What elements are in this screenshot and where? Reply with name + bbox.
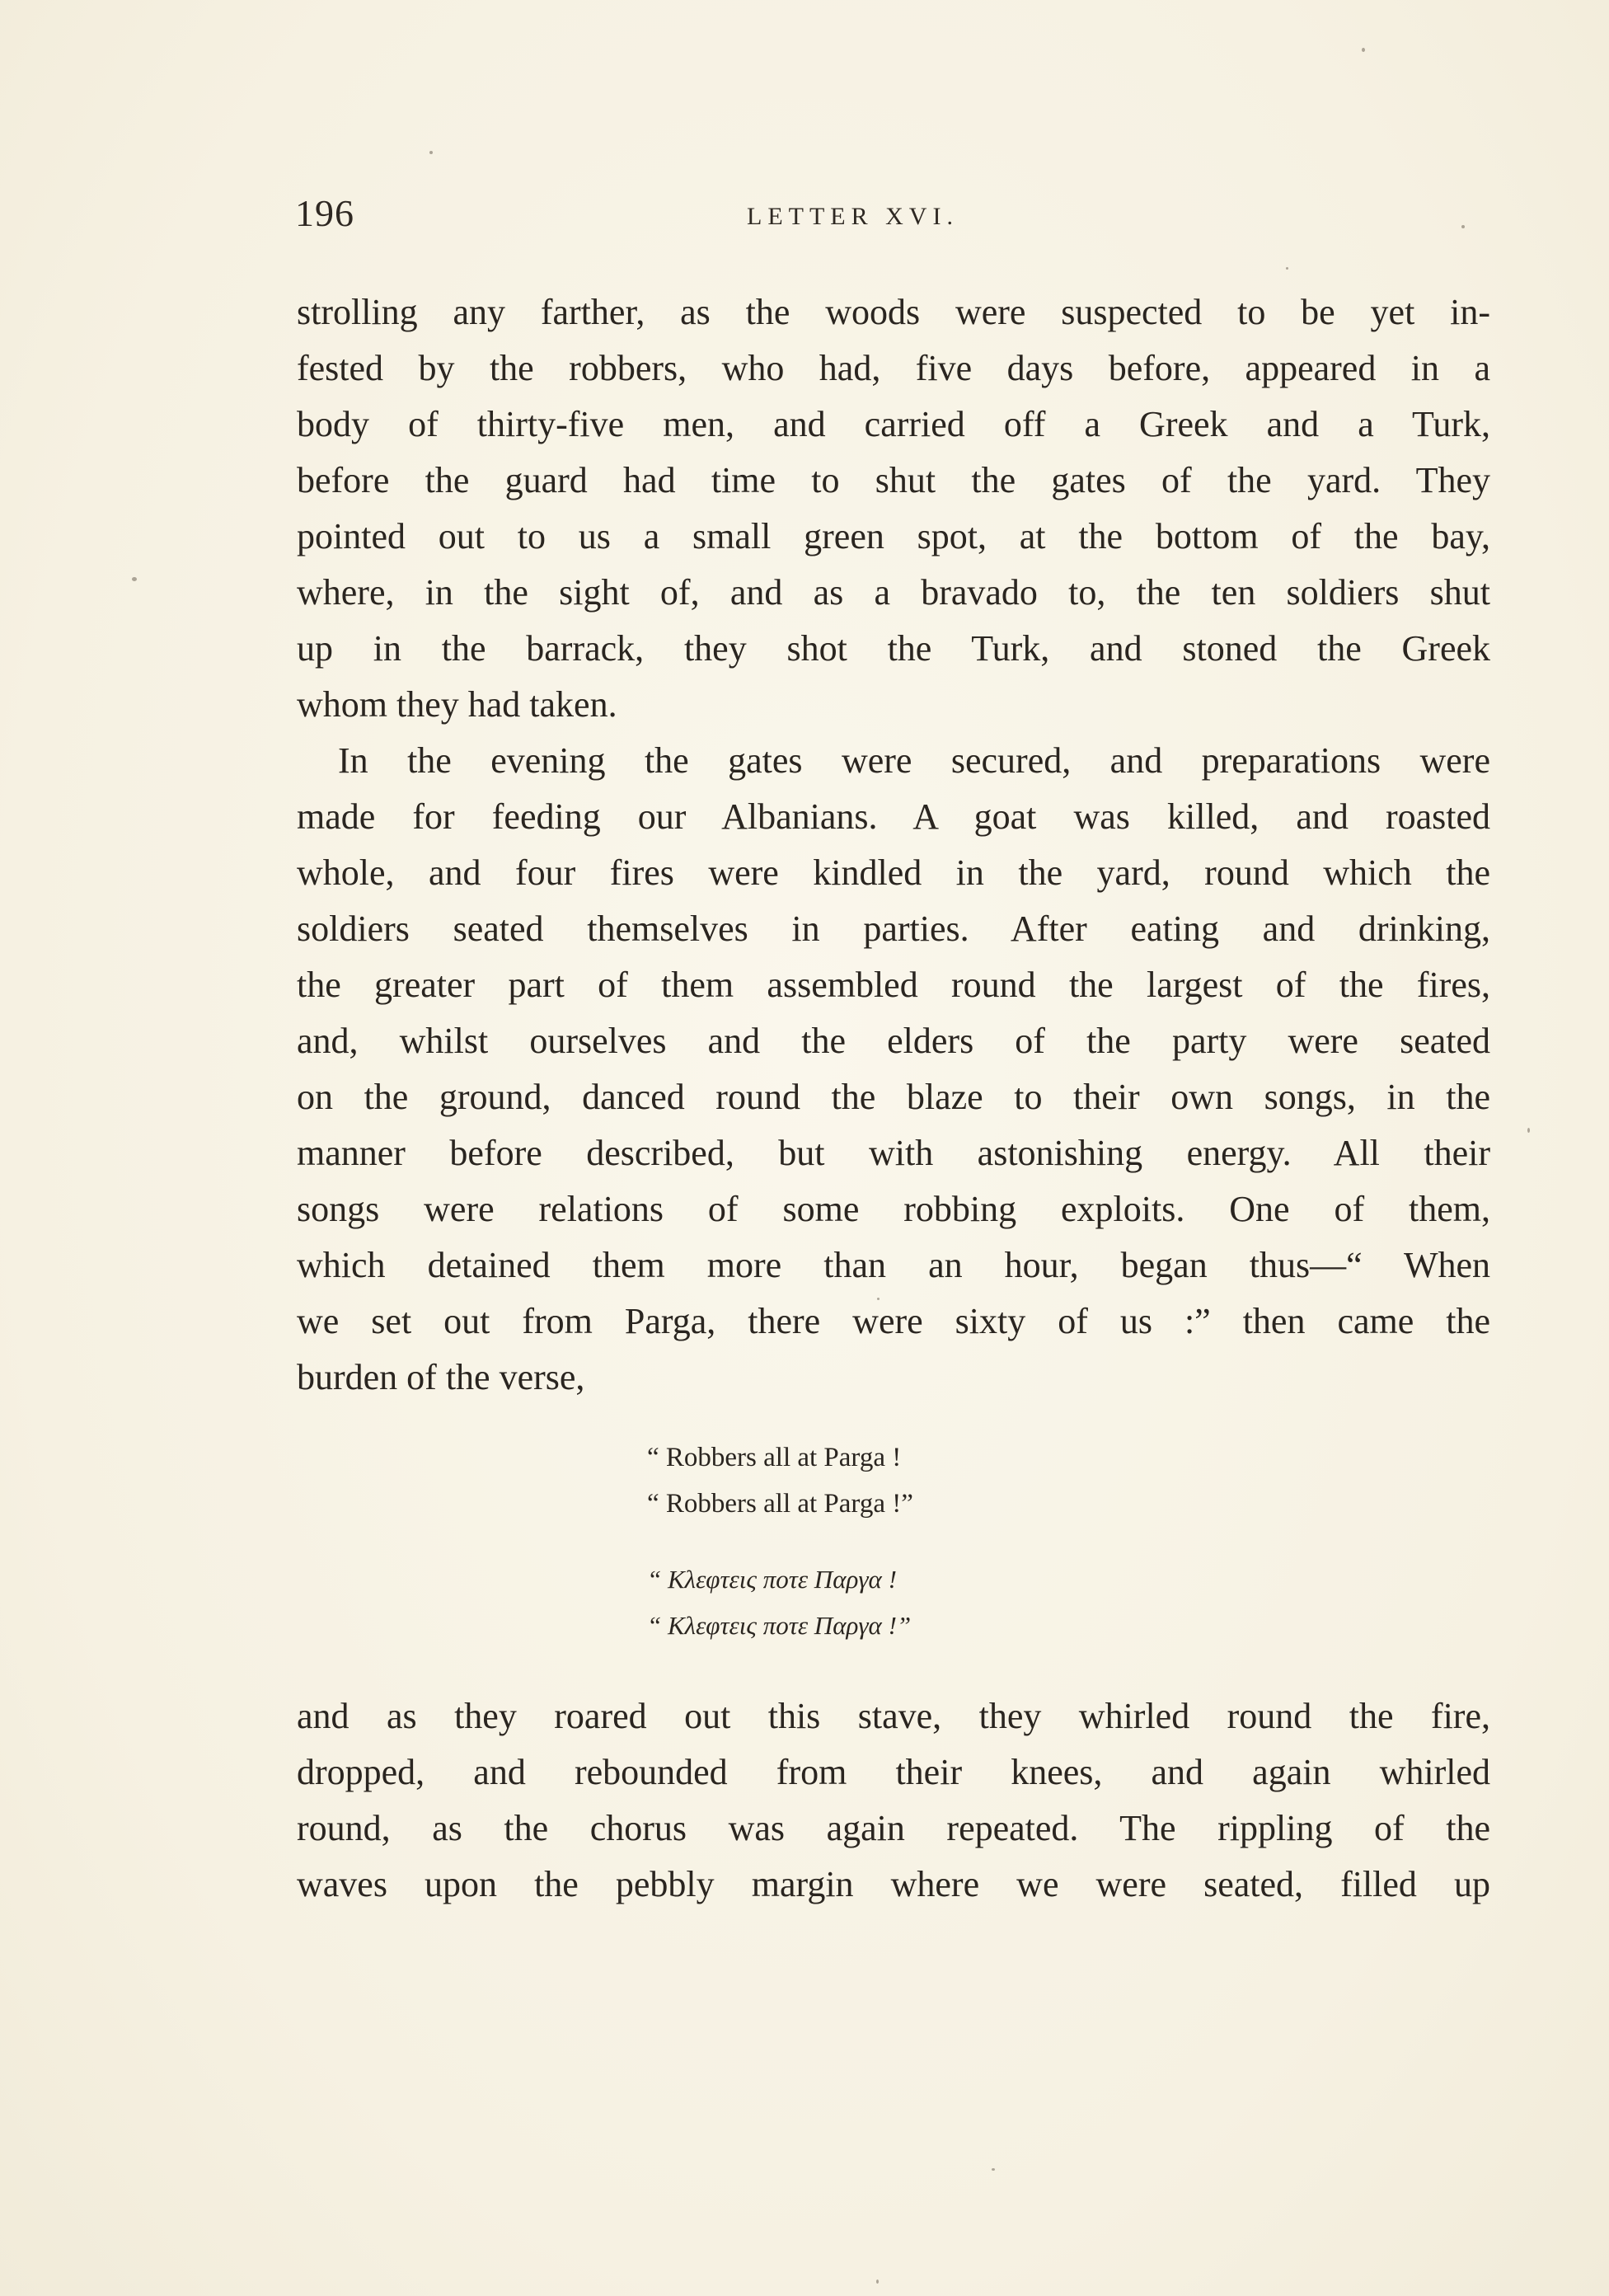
paper-speck [1362, 48, 1365, 52]
text-line: body of thirty-five men, and carried off a Greek and a Turk, [297, 404, 1490, 444]
text-line: we set out from Parga, there were sixty of us :” then came the [297, 1301, 1490, 1341]
text-line: up in the barrack, they shot the Turk, and stoned the Greek [297, 628, 1490, 669]
text-line: fested by the robbers, who had, five days before, appeared in a [297, 348, 1490, 388]
paragraph-3 [297, 1688, 1490, 1913]
main-text [297, 284, 1490, 1406]
paper-speck [876, 2280, 879, 2284]
paper-speck [429, 151, 433, 154]
text-line: dropped, and rebounded from their knees, and again whirled [297, 1752, 1490, 1792]
text-line: and, whilst ourselves and the elders of the party were seated [297, 1021, 1490, 1061]
text-line: made for feeding our Albanians. A goat was killed, and roasted [297, 796, 1490, 837]
paper-speck [132, 577, 137, 581]
verse-line: “ Κλεφτεις ποτε Παργα !” [647, 1611, 912, 1640]
text-line: whom they had taken. [297, 684, 617, 725]
verse-greek [647, 1556, 1142, 1649]
verse-english [647, 1434, 1142, 1527]
page-number: 196 [295, 192, 354, 234]
text-line: In the evening the gates were secured, and preparations were [338, 740, 1490, 781]
text-line: which detained them more than an hour, began thus—“ When [297, 1245, 1490, 1285]
verse-line: “ Robbers all at Parga !” [647, 1489, 913, 1519]
text-line: on the ground, danced round the blaze to their own songs, in the [297, 1077, 1490, 1117]
running-head: LETTER XVI. [747, 203, 959, 230]
text-line: before the guard had time to shut the gates of the yard. They [297, 460, 1490, 500]
text-line: soldiers seated themselves in parties. After eating and drinking, [297, 909, 1490, 949]
paragraph-1 [297, 284, 1490, 733]
text-line: round, as the chorus was again repeated. The rippling of the [297, 1808, 1490, 1848]
page-header [295, 191, 1490, 241]
paper-speck [1286, 267, 1288, 270]
paper-speck [877, 1298, 880, 1300]
verse-line: “ Robbers all at Parga ! [647, 1443, 902, 1472]
paper-speck [1527, 1128, 1530, 1133]
paragraph-2 [297, 733, 1490, 1406]
paper-speck [992, 2168, 995, 2171]
text-line: whole, and four fires were kindled in the yard, round which the [297, 852, 1490, 893]
text-line: and as they roared out this stave, they whirled round the fire, [297, 1696, 1490, 1736]
paper-speck [1461, 225, 1465, 228]
text-line: manner before described, but with astonishing energy. All their [297, 1133, 1490, 1173]
text-line: where, in the sight of, and as a bravado to, the ten soldiers shut [297, 572, 1490, 613]
text-line: pointed out to us a small green spot, at the bottom of the bay, [297, 516, 1490, 556]
text-line: burden of the verse, [297, 1357, 585, 1397]
verse-line: “ Κλεφτεις ποτε Παργα ! [647, 1565, 897, 1594]
text-line: strolling any farther, as the woods were suspected to be yet in- [297, 292, 1490, 332]
text-line: songs were relations of some robbing exploits. One of them, [297, 1189, 1490, 1229]
text-line: the greater part of them assembled round the largest of the fires, [297, 965, 1490, 1005]
main-text-continued [297, 1688, 1490, 1913]
text-line: waves upon the pebbly margin where we were seated, filled up [297, 1864, 1490, 1904]
